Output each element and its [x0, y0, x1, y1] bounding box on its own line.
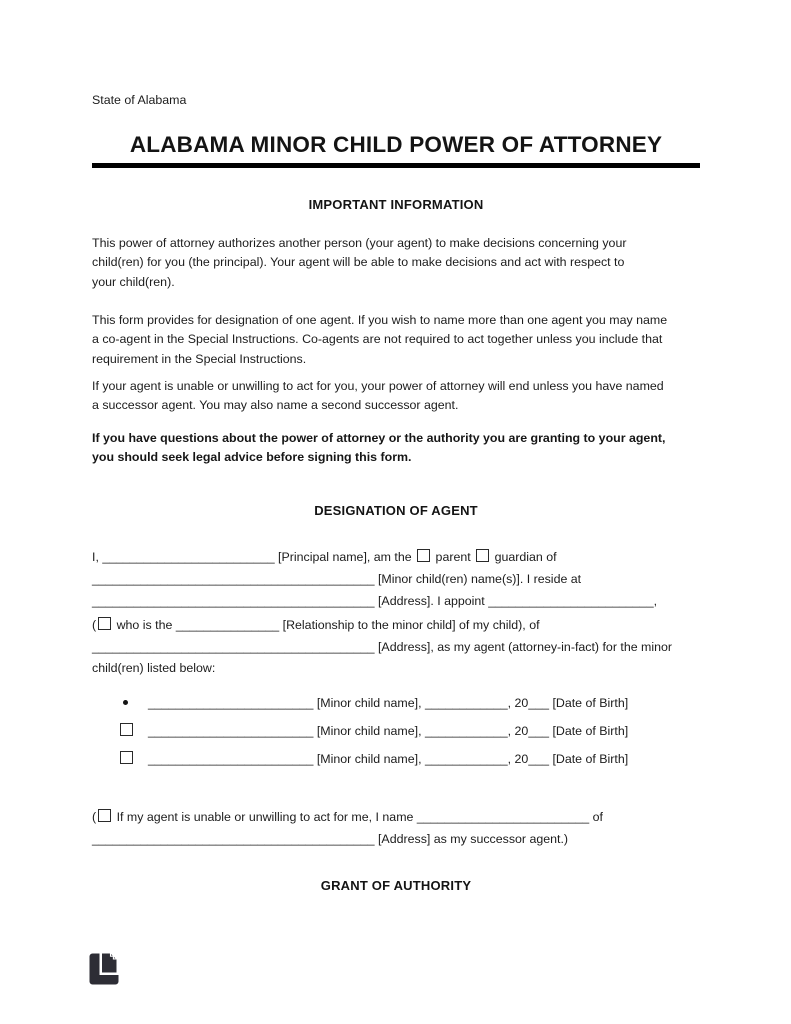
guardian-label: guardian of: [491, 550, 557, 564]
designation-line-4: [92, 614, 540, 636]
agent-address-blank[interactable]: _________________________________________: [92, 640, 375, 654]
legal-templates-logo-icon: [88, 952, 120, 986]
dob-label: [Date of Birth]: [549, 752, 629, 766]
state-label: State of Alabama: [92, 93, 187, 107]
info-paragraph-2: [92, 311, 700, 369]
child-name-label: [Minor child name],: [313, 752, 425, 766]
line-text: ,: [653, 594, 658, 608]
child-2-dob-blank[interactable]: ____________: [424, 724, 508, 738]
line-text: If my agent is unable or unwilling to act for me, I name: [113, 810, 417, 824]
paragraph-line: a co-agent in the Special Instructions. Co-agents are not required to act together unless you include that: [92, 332, 663, 347]
designation-line-5: [92, 636, 672, 658]
dob-label: [Date of Birth]: [549, 696, 629, 710]
parent-label: parent: [432, 550, 475, 564]
successor-address-label: [Address] as my successor agent.): [374, 832, 569, 846]
designation-line-3: [92, 590, 657, 612]
line-text: I,: [92, 550, 103, 564]
grant-of-authority-heading: GRANT OF AUTHORITY: [320, 878, 472, 893]
successor-name-blank[interactable]: _________________________: [416, 810, 590, 824]
designation-of-agent-heading: DESIGNATION OF AGENT: [314, 503, 478, 518]
paragraph-line: This form provides for designation of one agent. If you wish to name more than one agent you may name: [92, 313, 668, 327]
agent-address-label: [Address], as my agent (attorney-in-fact) for the minor: [374, 640, 673, 654]
page-title: ALABAMA MINOR CHILD POWER OF ATTORNEY: [129, 132, 663, 157]
dob-label: [Date of Birth]: [549, 724, 629, 738]
child-3-year-blank[interactable]: ___: [528, 752, 550, 766]
line-text: (: [92, 810, 97, 824]
designation-line-6: child(ren) listed below:: [92, 661, 216, 675]
minor-children-names-blank[interactable]: _________________________________________: [92, 572, 375, 586]
paragraph-line: a successor agent. You may also name a second successor agent.: [92, 398, 459, 413]
relationship-blank[interactable]: _______________: [175, 618, 280, 632]
designation-line-2: [92, 568, 581, 590]
child-2-name-blank[interactable]: ________________________: [148, 724, 314, 738]
principal-name-label: [Principal name], am the: [274, 550, 416, 564]
marker-box: [120, 748, 148, 770]
successor-line-2: [92, 828, 568, 850]
child-1-name-blank[interactable]: ________________________: [148, 696, 314, 710]
year-label: , 20: [507, 752, 529, 766]
parent-checkbox[interactable]: [417, 549, 430, 562]
designation-line-1: [92, 546, 557, 568]
successor-checkbox[interactable]: [98, 809, 111, 822]
principal-address-label: [Address]. I appoint: [374, 594, 489, 608]
child-row-1: [120, 692, 628, 714]
child-3-checkbox[interactable]: [120, 751, 133, 764]
paragraph-line: child(ren) for you (the principal). Your agent will be able to make decisions and act with respect to: [92, 255, 625, 270]
principal-name-blank[interactable]: _________________________: [102, 550, 275, 564]
info-paragraph-3: [92, 377, 700, 416]
child-1-dob-blank[interactable]: ____________: [424, 696, 508, 710]
line-text: of: [589, 810, 603, 824]
info-paragraph-1: [92, 234, 700, 292]
line-text: (: [92, 618, 97, 632]
child-1-year-blank[interactable]: ___: [528, 696, 550, 710]
relationship-label: [Relationship to the minor child] of my child), of: [279, 618, 540, 632]
child-2-checkbox[interactable]: [120, 723, 133, 736]
child-row-2: [120, 720, 628, 742]
marker-box: [120, 692, 148, 714]
title-underline: [92, 163, 700, 168]
relationship-checkbox[interactable]: [98, 617, 111, 630]
successor-address-blank[interactable]: _________________________________________: [92, 832, 375, 846]
paragraph-line: you should seek legal advice before signing this form.: [92, 450, 412, 465]
paragraph-line: If you have questions about the power of attorney or the authority you are granting to your agent,: [92, 431, 666, 445]
minor-children-names-label: [Minor child(ren) name(s)]. I reside at: [374, 572, 582, 586]
child-2-year-blank[interactable]: ___: [528, 724, 550, 738]
important-information-heading: IMPORTANT INFORMATION: [308, 197, 484, 212]
paragraph-line: This power of attorney authorizes another person (your agent) to make decisions concerning your: [92, 236, 627, 250]
marker-box: [120, 720, 148, 742]
successor-line-1: [92, 806, 603, 828]
year-label: , 20: [507, 724, 529, 738]
bullet-icon: [123, 700, 128, 705]
line-text: who is the: [113, 618, 176, 632]
child-name-label: [Minor child name],: [313, 724, 425, 738]
legal-advice-notice: [92, 429, 700, 468]
legal-templates-logo: [88, 952, 120, 986]
paragraph-line: your child(ren).: [92, 274, 175, 289]
agent-name-blank[interactable]: ________________________: [488, 594, 654, 608]
child-row-3: [120, 748, 628, 770]
year-label: , 20: [507, 696, 529, 710]
guardian-checkbox[interactable]: [476, 549, 489, 562]
child-name-label: [Minor child name],: [313, 696, 425, 710]
principal-address-blank[interactable]: _________________________________________: [92, 594, 375, 608]
child-3-name-blank[interactable]: ________________________: [148, 752, 314, 766]
child-3-dob-blank[interactable]: ____________: [424, 752, 508, 766]
paragraph-line: requirement in the Special Instructions.: [92, 351, 307, 366]
paragraph-line: If your agent is unable or unwilling to act for you, your power of attorney will end unless you have named: [92, 379, 664, 393]
